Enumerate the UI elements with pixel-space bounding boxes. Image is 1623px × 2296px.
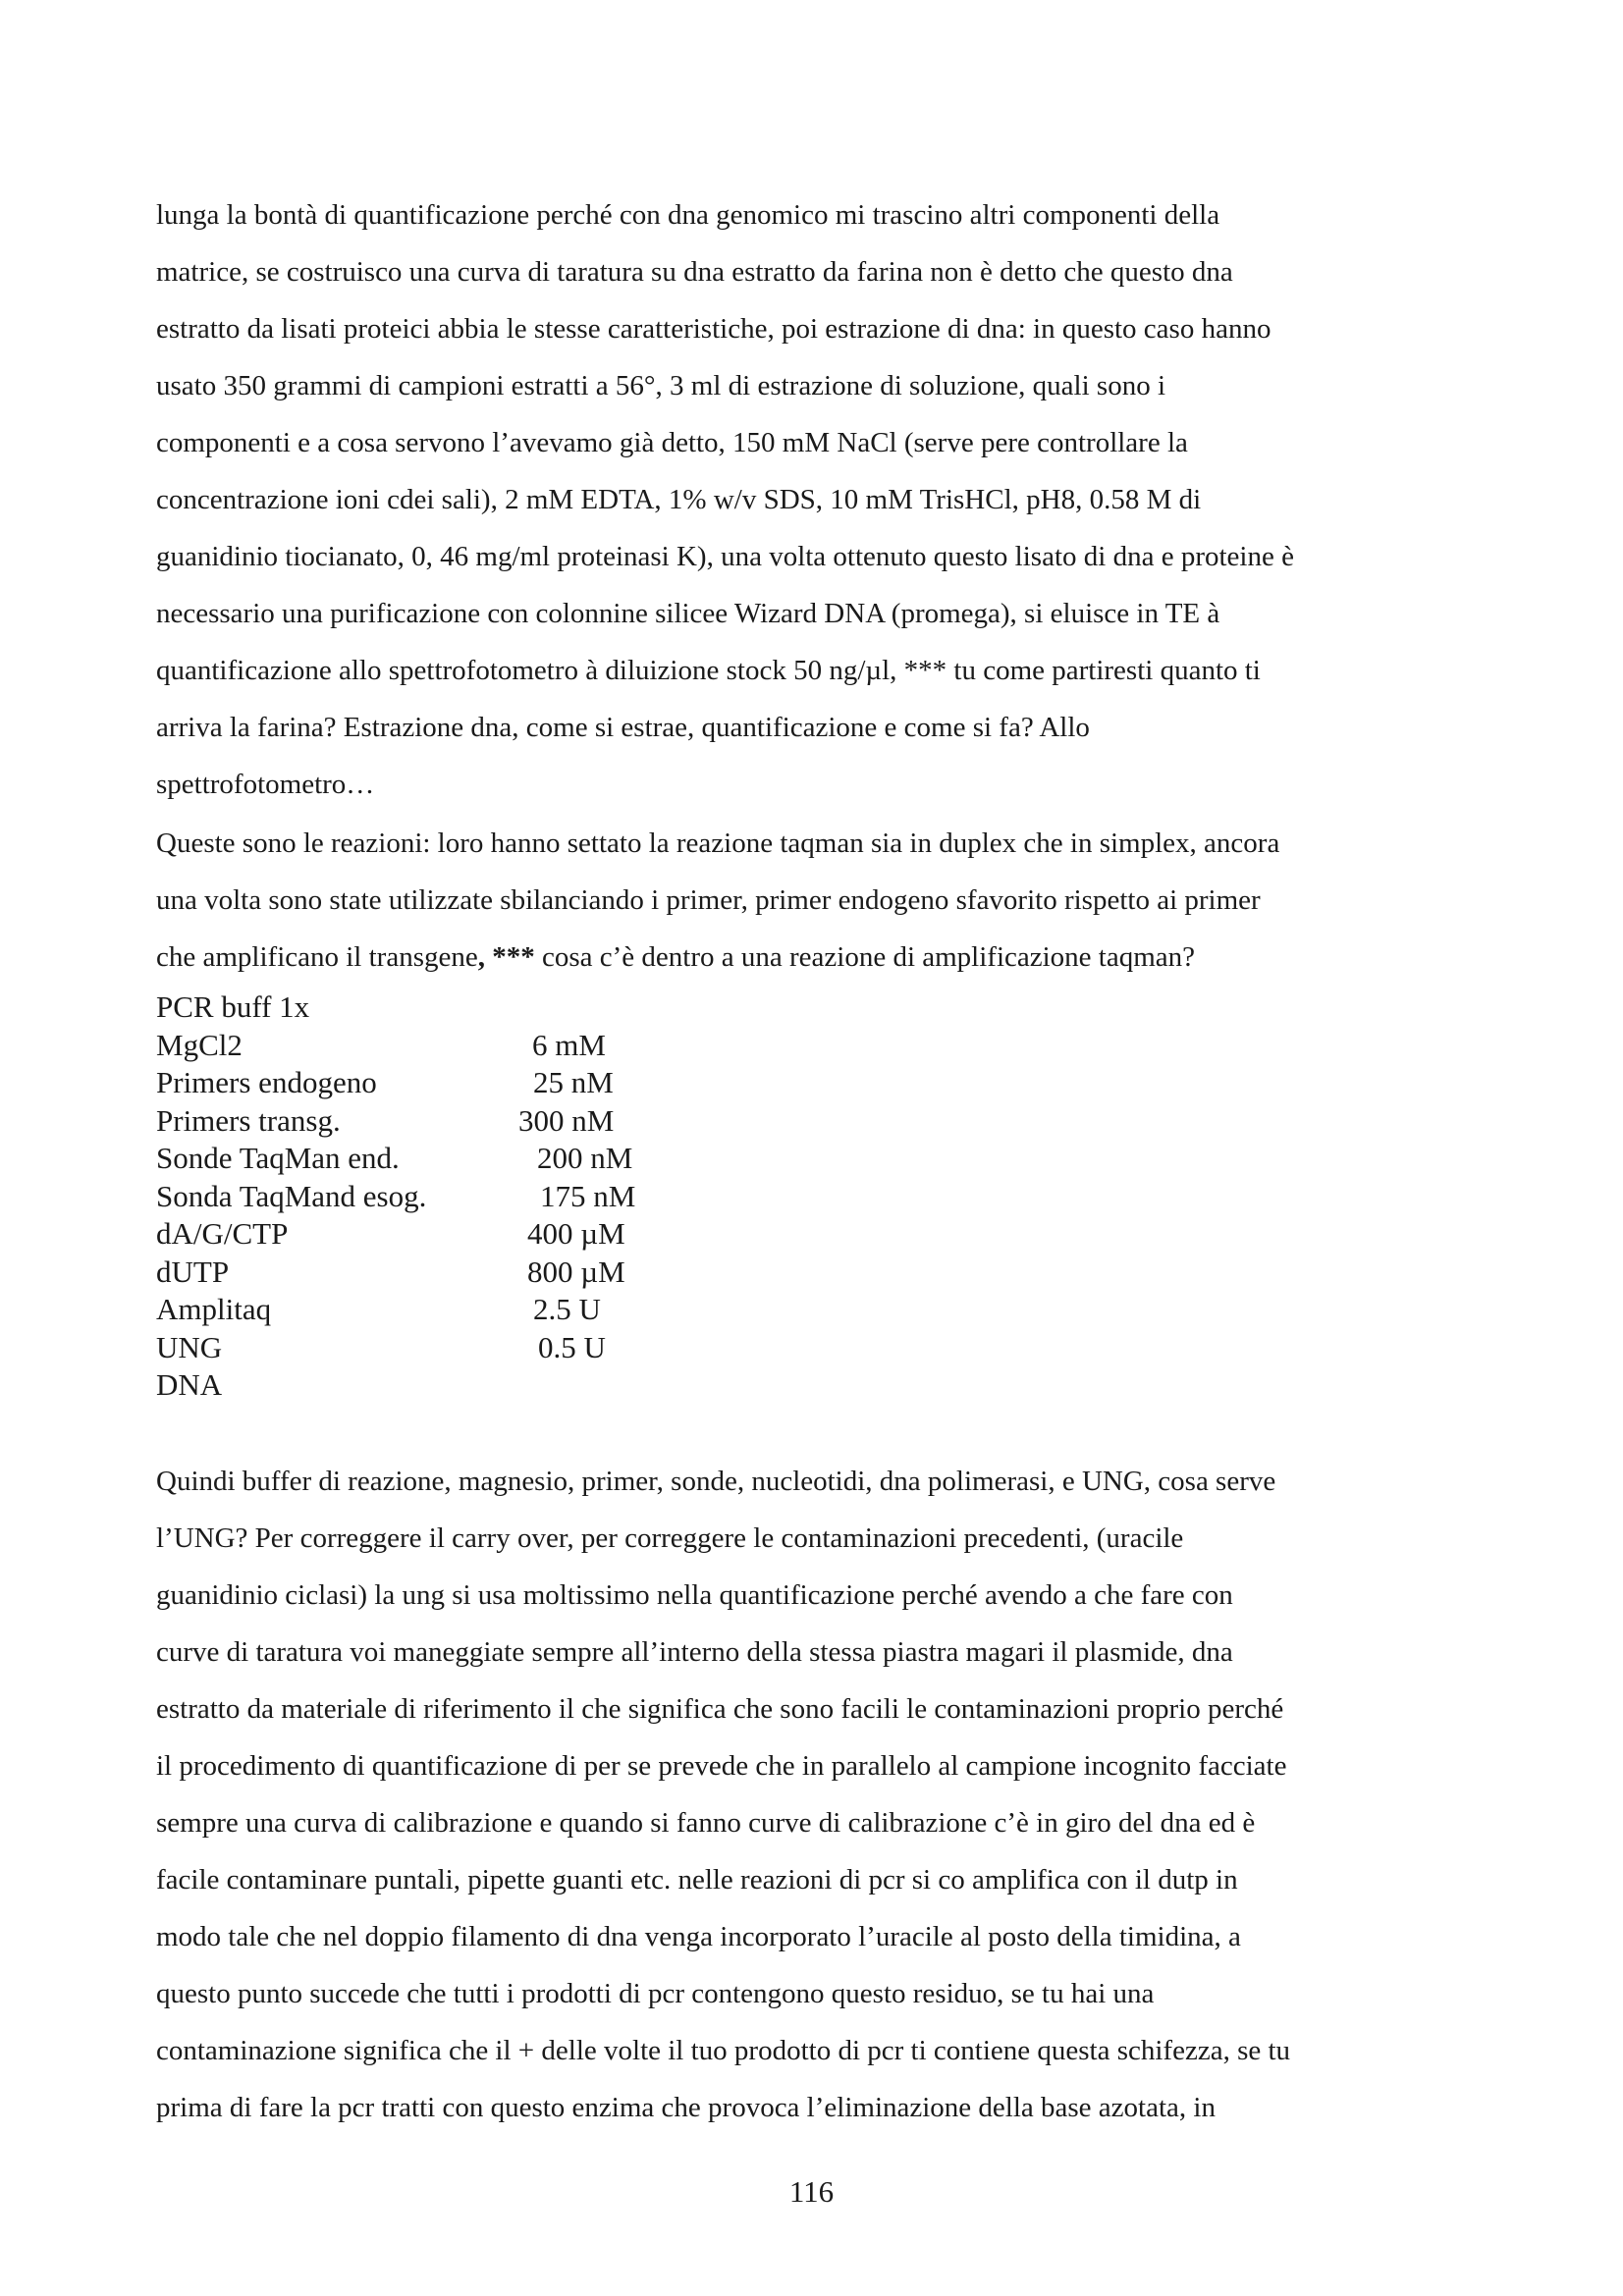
recipe-component: Sonde TaqMan end. [156, 1141, 400, 1175]
text-line: necessario una purificazione con colonnine silicee Wizard DNA (promega), si eluisce in TE à [156, 598, 1220, 629]
text-line: guanidinio ciclasi) la ung si usa moltissimo nella quantificazione perché avendo a che fare con [156, 1579, 1233, 1611]
text-line: concentrazione ioni cdei sali), 2 mM EDTA, 1% w/v SDS, 10 mM TrisHCl, pH8, 0.58 M di [156, 484, 1202, 515]
text-line: estratto da materiale di riferimento il che significa che sono facili le contaminazioni proprio perché [156, 1693, 1284, 1725]
recipe-concentration: 0.5 U [538, 1329, 606, 1364]
page-number: 116 [788, 2174, 835, 2209]
recipe-component: Primers transg. [156, 1102, 341, 1138]
text-line: curve di taratura voi maneggiate sempre all’interno della stessa piastra magari il plasmide, dna [156, 1636, 1233, 1668]
text-line: guanidinio tiocianato, 0, 46 mg/ml proteinasi K), una volta ottenuto questo lisato di dna e proteine è [156, 541, 1294, 572]
text-line: spettrofotometro… [156, 769, 375, 800]
text-line: matrice, se costruisco una curva di taratura su dna estratto da farina non è detto che questo dna [156, 256, 1233, 288]
text-line: sempre una curva di calibrazione e quando si fanno curve di calibrazione c’è in giro del dna ed è [156, 1807, 1256, 1839]
recipe-component: UNG [156, 1329, 223, 1364]
recipe-component: dA/G/CTP [156, 1216, 289, 1251]
recipe-concentration: 300 nM [518, 1102, 615, 1138]
text-line: il procedimento di quantificazione di per se prevede che in parallelo al campione incognito facciate [156, 1750, 1287, 1782]
recipe-row [156, 1254, 843, 1292]
recipe-row [156, 1027, 843, 1065]
recipe-row [156, 1140, 843, 1178]
recipe-row [156, 1366, 843, 1405]
recipe-row [156, 1215, 843, 1254]
recipe-component: MgCl2 [156, 1027, 243, 1062]
recipe-row [156, 1329, 843, 1367]
recipe-row [156, 1178, 843, 1216]
text-line: prima di fare la pcr tratti con questo enzima che provoca l’eliminazione della base azotata, in [156, 2092, 1216, 2123]
recipe-concentration: 200 nM [537, 1141, 633, 1175]
text-segment: cosa c’è dentro a una reazione di amplificazione taqman? [534, 941, 1196, 973]
text-line: lunga la bontà di quantificazione perché con dna genomico mi trascino altri componenti della [156, 199, 1220, 231]
text-line: contaminazione significa che il + delle volte il tuo prodotto di pcr ti contiene questa schifezza, se tu [156, 2035, 1291, 2066]
recipe-concentration: 400 µM [527, 1216, 625, 1251]
text-line: una volta sono state utilizzate sbilanciando i primer, primer endogeno sfavorito rispetto ai primer [156, 884, 1261, 916]
text-line: facile contaminare puntali, pipette guanti etc. nelle reazioni di pcr si co amplifica con il dutp in [156, 1864, 1238, 1896]
text-line: modo tale che nel doppio filamento di dna venga incorporato l’uracile al posto della timidina, a [156, 1921, 1241, 1952]
text-line: questo punto succede che tutti i prodotti di pcr contengono questo residuo, se tu hai una [156, 1978, 1155, 2009]
text-line: componenti e a cosa servono l’avevamo già detto, 150 mM NaCl (serve pere controllare la [156, 427, 1188, 458]
recipe-component: Primers endogeno [156, 1065, 377, 1099]
recipe-component: PCR buff 1x [156, 989, 310, 1024]
text-line: estratto da lisati proteici abbia le stesse caratteristiche, poi estrazione di dna: in questo caso hanno [156, 313, 1271, 345]
recipe-component: DNA [156, 1367, 223, 1402]
text-line: usato 350 grammi di campioni estratti a 56°, 3 ml di estrazione di soluzione, quali sono i [156, 370, 1166, 401]
text-line: Quindi buffer di reazione, magnesio, primer, sonde, nucleotidi, dna polimerasi, e UNG, cosa serve [156, 1466, 1276, 1497]
pcr-recipe-table [156, 988, 843, 1405]
bold-marker: , *** [477, 941, 535, 973]
text-line: Queste sono le reazioni: loro hanno settato la reazione taqman sia in duplex che in simplex, ancora [156, 828, 1280, 859]
recipe-component: dUTP [156, 1254, 230, 1289]
text-line: l’UNG? Per correggere il carry over, per correggere le contaminazioni precedenti, (uracile [156, 1522, 1184, 1554]
recipe-row [156, 1291, 843, 1329]
text-line: quantificazione allo spettrofotometro à diluizione stock 50 ng/µl, *** tu come partiresti quanto ti [156, 655, 1261, 686]
recipe-concentration: 25 nM [533, 1065, 614, 1099]
text-line [156, 929, 1493, 986]
recipe-concentration: 6 mM [532, 1027, 606, 1062]
recipe-component: Sonda TaqMand esog. [156, 1178, 427, 1213]
recipe-concentration: 2.5 U [533, 1292, 601, 1326]
recipe-row [156, 1102, 843, 1141]
paragraph-reactions [156, 815, 1493, 986]
recipe-concentration: 800 µM [527, 1254, 625, 1289]
recipe-component: Amplitaq [156, 1292, 272, 1326]
recipe-row [156, 988, 843, 1027]
recipe-concentration: 175 nM [540, 1178, 636, 1213]
text-segment: che amplificano il transgene [156, 941, 478, 973]
paragraph-ung [156, 1453, 1493, 2136]
paragraph-extraction [156, 187, 1493, 813]
recipe-row [156, 1064, 843, 1102]
text-line: arriva la farina? Estrazione dna, come si estrae, quantificazione e come si fa? Allo [156, 712, 1090, 743]
